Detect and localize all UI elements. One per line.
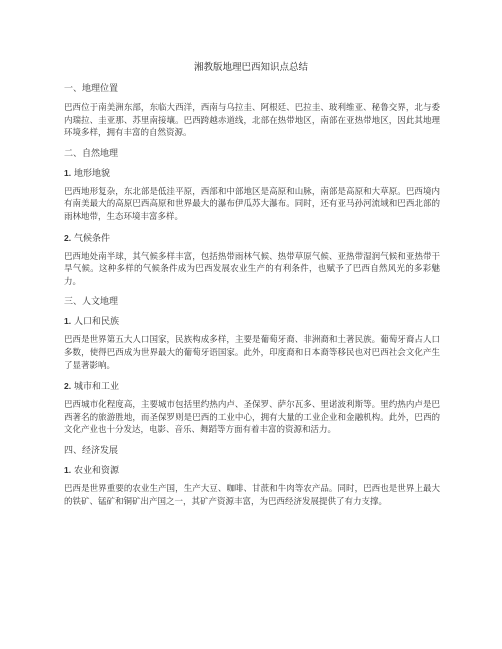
subsection-number: 1.: [64, 316, 72, 327]
subsection-number: 1.: [64, 167, 72, 178]
subsection-label: 气候条件: [73, 233, 110, 244]
subsection-label: 城市和工业: [73, 382, 119, 393]
subsection-number: 2.: [64, 232, 72, 243]
subsection-label: 人口和民族: [73, 317, 119, 328]
paragraph-cities: 巴西城市化程度高，主要城市包括里约热内卢、圣保罗、萨尔瓦多、里诺波利斯等。里约热内卢是巴西著名的旅游胜地，而圣保罗则是巴西的工业中心，拥有大量的工业企业和金融机构。此外，巴西的文化产业也十分发达，电影、音乐、舞蹈等方面有着丰富的资源和活力。: [64, 400, 440, 436]
paragraph-terrain: 巴西地形复杂，东北部是低洼平原，西部和中部地区是高原和山脉，南部是高原和大草原。巴西境内有南美最大的高原巴西高原和世界最大的瀑布伊瓜苏大瀑布。同时，还有亚马孙河流域和巴西北部的雨林地带，生态环境丰富多样。: [64, 186, 440, 222]
paragraph-location: 巴西位于南美洲东部，东临大西洋，西南与乌拉圭、阿根廷、巴拉圭、玻利维亚、秘鲁交界，北与委内瑞拉、圭亚那、苏里南接壤。巴西跨越赤道线，北部在热带地区，南部在亚热带地区，因此其地理环境多样，拥有丰富的自然资源。: [64, 103, 440, 139]
subsection-label: 地形地貌: [73, 168, 110, 179]
subsection-heading-terrain: [64, 167, 440, 180]
paragraph-climate: 巴西地处南半球，其气候多样丰富，包括热带雨林气候、热带草原气候、亚热带湿润气候和亚热带干旱气候。这种多样的气候条件成为巴西发展农业生产的有利条件，也赋予了巴西自然风光的多彩魅力。: [64, 251, 440, 287]
section-heading-natural-geography: 二、自然地理: [64, 148, 119, 159]
subsection-number: 2.: [64, 381, 72, 392]
section-heading-location: 一、地理位置: [64, 84, 119, 94]
subsection-number: 1.: [64, 464, 72, 475]
subsection-heading-cities: [64, 380, 440, 393]
section-heading-human-geography: 三、人文地理: [64, 297, 119, 308]
document-body: [64, 83, 440, 516]
paragraph-population: 巴西是世界第五大人口国家，民族构成多样，主要是葡萄牙裔、非洲裔和土著民族。葡萄牙裔占人口多数，使得巴西成为世界最大的葡萄牙语国家。此外，印度裔和日本裔等移民也对巴西社会文化产生了显著影响。: [64, 335, 440, 371]
subsection-heading-agriculture: [64, 464, 440, 477]
document-title: 湘教版地理巴西知识点总结: [193, 62, 308, 73]
section-heading-economy: 四、经济发展: [64, 445, 119, 456]
paragraph-agriculture: 巴西是世界重要的农业生产国，生产大豆、咖啡、甘蔗和牛肉等农产品。同时，巴西也是世界上最大的铁矿、锰矿和铜矿出产国之一，其矿产资源丰富，为巴西经济发展提供了有力支撑。: [64, 483, 440, 507]
subsection-heading-climate: [64, 232, 440, 245]
subsection-label: 农业和资源: [73, 465, 119, 476]
subsection-heading-population: [64, 315, 440, 328]
